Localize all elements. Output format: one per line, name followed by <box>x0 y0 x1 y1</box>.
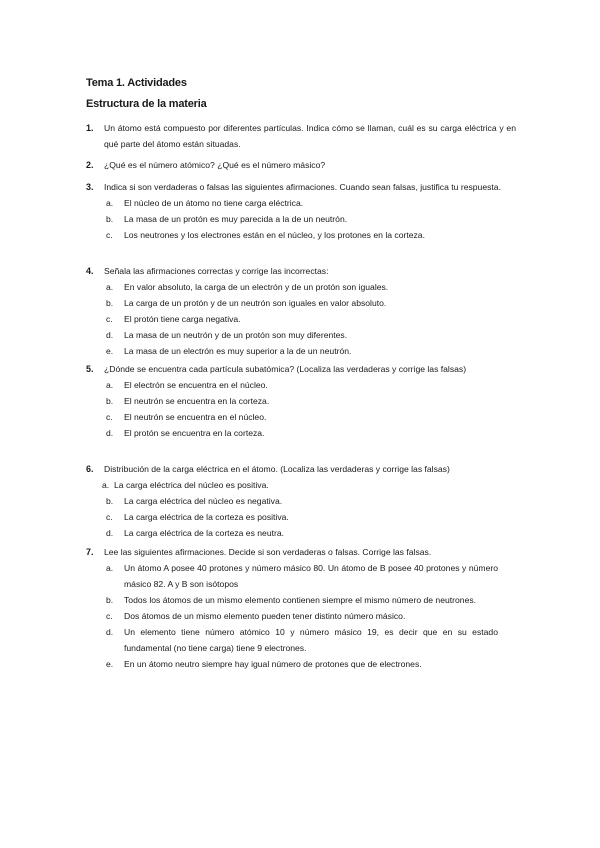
document-title: Tema 1. Actividades <box>86 77 187 89</box>
question-1 <box>86 120 516 152</box>
question-2 <box>86 157 516 173</box>
item-text: Dos átomos de un mismo elemento pueden tener distinto número másico. <box>124 611 406 621</box>
question-5 <box>86 361 516 441</box>
question-number: 4. <box>86 266 94 276</box>
answer-list <box>86 279 516 359</box>
list-item <box>86 409 516 425</box>
item-text: La carga eléctrica de la corteza es neutra. <box>124 528 285 538</box>
item-text: La masa de un neutrón y de un protón son muy diferentes. <box>124 330 348 340</box>
item-letter: b. <box>106 595 114 605</box>
item-letter: c. <box>106 314 113 324</box>
answer-list <box>86 560 516 672</box>
list-item <box>86 211 516 227</box>
item-text: El protón tiene carga negativa. <box>124 314 241 324</box>
item-text: La carga eléctrica del núcleo es positiva. <box>114 480 269 490</box>
item-letter: c. <box>106 512 113 522</box>
list-item <box>86 227 516 243</box>
item-text: La carga eléctrica del núcleo es negativa. <box>124 496 283 506</box>
question-6 <box>86 461 516 541</box>
list-item <box>86 509 516 525</box>
item-letter: e. <box>106 346 114 356</box>
item-letter: a. <box>106 563 114 573</box>
question-3 <box>86 179 516 243</box>
item-text: La masa de un protón es muy parecida a la de un neutrón. <box>124 214 348 224</box>
item-text: Los neutrones y los electrones están en el núcleo, y los protones en la corteza. <box>124 230 425 240</box>
answer-list <box>86 377 516 441</box>
list-item <box>86 377 516 393</box>
list-item <box>86 425 516 441</box>
question-7 <box>86 544 516 672</box>
item-text: Un átomo A posee 40 protones y número másico 80. Un átomo de B posee 40 protones y número másico 82. A y B son isótopos <box>124 563 498 589</box>
item-letter: a. <box>106 282 114 292</box>
question-number: 3. <box>86 182 94 192</box>
question-text: Indica si son verdaderas o falsas las siguientes afirmaciones. Cuando sean falsas, justifica tu respuesta. <box>104 182 501 192</box>
item-letter: d. <box>106 528 114 538</box>
question-number: 2. <box>86 160 94 170</box>
list-item <box>86 525 516 541</box>
question-number: 1. <box>86 123 94 133</box>
item-text: La carga eléctrica de la corteza es positiva. <box>124 512 289 522</box>
item-letter: b. <box>106 298 114 308</box>
item-letter: d. <box>106 330 114 340</box>
question-text: ¿Dónde se encuentra cada partícula subatómica? (Localiza las verdaderas y corrige las falsas) <box>104 364 467 374</box>
item-letter: e. <box>106 659 114 669</box>
list-item <box>86 279 516 295</box>
list-item <box>86 592 516 608</box>
list-item <box>86 477 516 493</box>
list-item <box>86 327 516 343</box>
item-text: La carga de un protón y de un neutrón son iguales en valor absoluto. <box>124 298 387 308</box>
item-text: El neutrón se encuentra en el núcleo. <box>124 412 267 422</box>
item-letter: a. <box>106 198 114 208</box>
list-item <box>86 311 516 327</box>
item-letter: b. <box>106 214 114 224</box>
list-item <box>86 624 516 656</box>
item-text: El neutrón se encuentra en la corteza. <box>124 396 270 406</box>
list-item <box>86 393 516 409</box>
question-text: Un átomo está compuesto por diferentes partículas. Indica cómo se llaman, cuál es su carga eléctrica y en qué parte del átomo están situadas. <box>104 123 516 149</box>
item-letter: d. <box>106 627 114 637</box>
item-text: La masa de un electrón es muy superior a la de un neutrón. <box>124 346 352 356</box>
item-letter: a. <box>102 480 110 490</box>
answer-list <box>86 195 516 243</box>
question-number: 5. <box>86 364 94 374</box>
list-item <box>86 295 516 311</box>
list-item <box>86 493 516 509</box>
list-item <box>86 560 516 592</box>
list-item <box>86 608 516 624</box>
question-text: Distribución de la carga eléctrica en el átomo. (Localiza las verdaderas y corrige las falsas) <box>104 464 450 474</box>
answer-list <box>86 477 516 541</box>
list-item <box>86 195 516 211</box>
question-text: Lee las siguientes afirmaciones. Decide si son verdaderas o falsas. Corrige las falsas. <box>104 547 432 557</box>
item-text: En valor absoluto, la carga de un electrón y de un protón son iguales. <box>124 282 389 292</box>
item-letter: b. <box>106 396 114 406</box>
item-letter: d. <box>106 428 114 438</box>
item-letter: c. <box>106 412 113 422</box>
item-letter: c. <box>106 230 113 240</box>
item-letter: b. <box>106 496 114 506</box>
list-item <box>86 343 516 359</box>
question-number: 6. <box>86 464 94 474</box>
section-subtitle: Estructura de la materia <box>86 98 207 110</box>
item-letter: c. <box>106 611 113 621</box>
item-text: Todos los átomos de un mismo elemento contienen siempre el mismo número de neutrones. <box>124 595 477 605</box>
question-number: 7. <box>86 547 94 557</box>
item-text: El electrón se encuentra en el núcleo. <box>124 380 268 390</box>
item-letter: a. <box>106 380 114 390</box>
item-text: En un átomo neutro siempre hay igual número de protones que de electrones. <box>124 659 422 669</box>
question-text: ¿Qué es el número atómico? ¿Qué es el número másico? <box>104 160 326 170</box>
item-text: El núcleo de un átomo no tiene carga eléctrica. <box>124 198 304 208</box>
item-text: Un elemento tiene número atómico 10 y número másico 19, es decir que en su estado fundamental (no tiene carga) tiene 9 electrones. <box>124 627 498 653</box>
question-4 <box>86 263 516 359</box>
list-item <box>86 656 516 672</box>
item-text: El protón se encuentra en la corteza. <box>124 428 265 438</box>
question-text: Señala las afirmaciones correctas y corrige las incorrectas: <box>104 266 329 276</box>
